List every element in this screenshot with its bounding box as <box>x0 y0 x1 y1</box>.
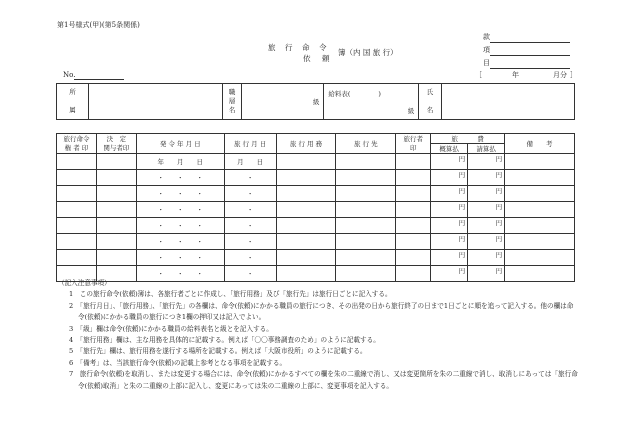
kyuryohyo-field[interactable]: 給料表( ) 級 <box>324 84 419 120</box>
shokukai-label: 職 層 名 <box>223 84 242 120</box>
shimei-label: 氏 名 <box>419 84 441 120</box>
note-7: 7 旅行命令(依頼)を取消し、または変更する場合には、命令(依頼)にかかるすべての欄を朱の二重線で消し、又は変更箇所を朱の二重線で消し、取消しにあっては「旅行命令(依頼)取消」と朱の二重線の上部に記入し、変更にあっては朱の二重線の上部に、変更事項を記入する。 <box>69 370 578 390</box>
th-ryohi: 旅 費 <box>431 134 505 144</box>
title-line2: 依 頼 <box>303 54 332 63</box>
kyu-label: 級 <box>312 98 320 106</box>
note-6: 6 「備考」は、当該旅行命令(依頼)の記載上参考となる事項を記載する。 <box>69 358 287 367</box>
shokukai-field[interactable] <box>241 84 323 120</box>
title-line1: 旅 行 命 令 <box>268 43 328 52</box>
notes-section <box>58 278 578 392</box>
sub-date-header: 年 月 日 <box>136 154 224 170</box>
table-row[interactable]: ・ ・ ・ ・ 円 円 <box>57 250 575 266</box>
shozoku-field[interactable] <box>89 84 223 120</box>
th-saki: 旅 行 先 <box>336 134 396 154</box>
th-ryokobi: 旅 行 月 日 <box>224 134 276 154</box>
note-1: 1 この旅行命令(依頼)簿は、各旅行者ごとに作成し、「旅行用務」及び「旅行先」は旅行日ごとに記入する。 <box>69 290 392 299</box>
bracket-open: ［ <box>475 71 482 79</box>
note-3: 3 「級」欄は命令(依頼)にかかる職員の給料表名と級とを記入する。 <box>69 324 273 333</box>
shozoku-label: 所 属 <box>57 84 89 120</box>
year-label: 年 <box>512 71 519 79</box>
table-row[interactable]: ・ ・ ・ ・ 円 円 <box>57 186 575 202</box>
table-row[interactable]: ・ ・ ・ ・ 円 円 <box>57 170 575 186</box>
kan-label: 款 <box>483 33 490 41</box>
info-table <box>56 83 575 120</box>
title-book: 簿（内 国 旅 行） <box>338 48 398 57</box>
kyu2-label: 級 <box>407 107 415 115</box>
note-5: 5 「旅行先」欄は、旅行用務を遂行する場所を記載する。例えば「大阪市役所」のように記載する。 <box>69 347 367 356</box>
kou-label: 項 <box>483 46 490 54</box>
th-biko: 備 考 <box>505 134 575 154</box>
shimei-field[interactable] <box>441 84 574 120</box>
table-row[interactable]: ・ ・ ・ ・ 円 円 <box>57 234 575 250</box>
notes-heading: （記入注意事項） <box>58 279 111 287</box>
table-row[interactable]: ・ ・ ・ ・ 円 円 <box>57 202 575 218</box>
travel-table: 旅行命令 権 者 印 決 定 関与者印 発 令 年 月 日 旅 行 月 日 旅 行 用 務 旅 行 先 旅行者 印 旅 費 備 考 概算払 請算払 年 月 日 月 日 円 円 ・ ・ ・ ・ 円 円 ・ ・ ・ ・ 円 円 ・ ・ ・ ・ 円 円 ・ ・ ・ ・ 円 円 ・ ・ ・ ・ 円 円 ・ ・ ・ ・ 円 円 ・ ・ ・ ・ 円 円 <box>56 133 575 282</box>
note-4: 4 「旅行用務」欄は、主な用務を具体的に記載する。例えば「〇〇事務調査のため」のように記載する。 <box>69 336 380 345</box>
th-ryokosha: 旅行者 印 <box>396 134 431 154</box>
th-kettei: 決 定 関与者印 <box>96 134 136 154</box>
moku-label: 目 <box>483 59 490 67</box>
form-number: 第1号様式(甲)(第5条関係) <box>57 21 140 29</box>
th-hatsumei: 発 令 年 月 日 <box>136 134 224 154</box>
sub-travel-date-header: 月 日 <box>224 154 276 170</box>
table-row[interactable]: ・ ・ ・ ・ 円 円 <box>57 218 575 234</box>
th-yomu: 旅 行 用 務 <box>276 134 336 154</box>
th-seisan: 請算払 <box>468 144 505 154</box>
th-meirei: 旅行命令 権 者 印 <box>57 134 97 154</box>
month-label: 月分 <box>553 71 567 79</box>
kyuryohyo-label: 給料表( <box>328 90 351 98</box>
bracket-close: ］ <box>570 71 577 79</box>
th-gaisan: 概算払 <box>431 144 468 154</box>
note-2: 2 「旅行月日」、「旅行用務」、「旅行先」の各欄は、命令(依頼)にかかる職員の旅行につき、その出発の日から旅行終了の日まで1日ごとに順を追って記入する。他の欄は命令(依頼)にかかる職員の旅行につき1欄の押印又は記入でよい。 <box>69 301 574 322</box>
no-label: No. <box>63 71 76 79</box>
table-row[interactable]: ・ ・ ・ ・ 円 円 <box>57 266 575 282</box>
